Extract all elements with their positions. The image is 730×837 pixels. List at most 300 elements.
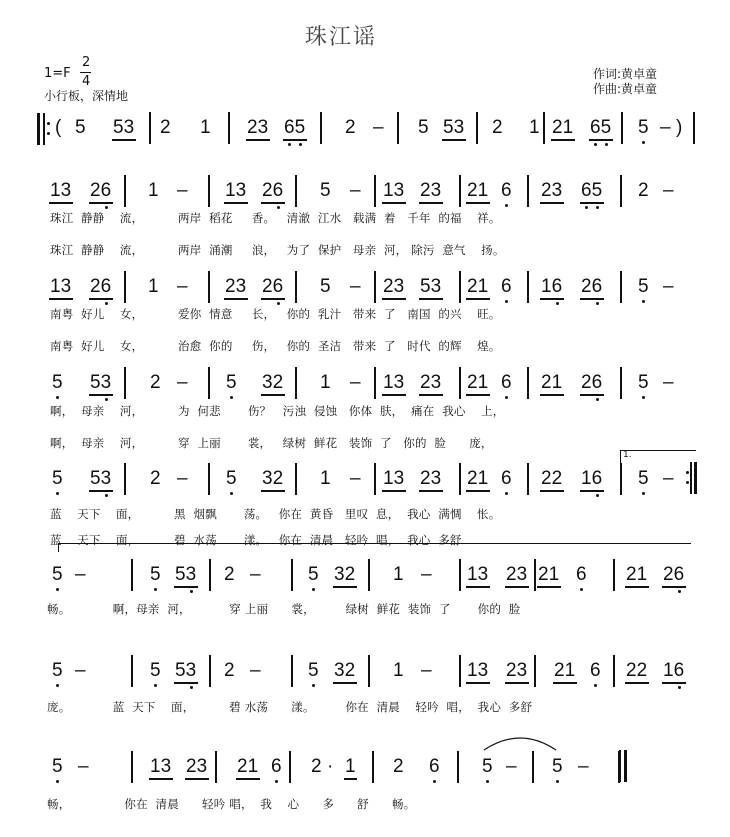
beam-underline: [224, 202, 248, 204]
note: 6: [590, 660, 601, 681]
note: 1: [529, 117, 540, 138]
note: 32: [262, 468, 284, 489]
barline: [124, 463, 126, 495]
low-octave-dot: [678, 686, 681, 689]
barline: [459, 271, 461, 303]
beam-underline: [246, 139, 270, 141]
barline: [693, 112, 695, 144]
barline: [124, 175, 126, 207]
low-octave-dot: [505, 300, 508, 303]
note: 22: [626, 660, 648, 681]
note: 6: [501, 276, 512, 297]
note: 23: [420, 372, 442, 393]
note: 6: [271, 756, 282, 777]
time-signature-denominator: 4: [82, 74, 91, 89]
note: –: [177, 276, 188, 297]
note: 2: [224, 660, 235, 681]
note: 13: [150, 756, 172, 777]
beam-underline: [466, 394, 490, 396]
low-octave-dot: [275, 780, 278, 783]
barline: [295, 271, 297, 303]
low-octave-dot: [605, 143, 608, 146]
beam-underline: [333, 586, 357, 588]
repeat-end-thin-bar: [690, 462, 692, 494]
lyric-line: 啊， 母亲 河， 穿 上丽 裳， 绿树 鲜花 装饰 了 你的 脸 庞，: [50, 436, 493, 450]
barline: [208, 463, 210, 495]
barline: [228, 112, 230, 144]
note: 16: [581, 468, 603, 489]
beam-underline: [466, 682, 490, 684]
low-octave-dot: [299, 143, 302, 146]
note: 6: [501, 372, 512, 393]
note: –: [506, 756, 517, 777]
lyric-line: 蓝 天下 面， 碧 水荡 漾。 你在 清晨 轻吟 唱， 我心 多舒: [50, 533, 462, 547]
note: –: [350, 276, 361, 297]
barline: [374, 175, 376, 207]
note: 5: [482, 756, 493, 777]
barline: [124, 367, 126, 399]
note: 21: [538, 564, 560, 585]
note: 5: [320, 180, 331, 201]
note: 2: [492, 117, 503, 138]
barline: [291, 559, 293, 591]
note: 32: [334, 564, 356, 585]
note: 13: [383, 372, 405, 393]
note: 5: [308, 564, 319, 585]
barline: [374, 271, 376, 303]
note: 5: [150, 660, 161, 681]
note: 65: [581, 180, 603, 201]
beam-underline: [419, 394, 443, 396]
beam-underline: [174, 586, 198, 588]
note: 53: [443, 117, 465, 138]
beam-underline: [540, 202, 564, 204]
note: 5: [52, 468, 63, 489]
note: 5: [638, 468, 649, 489]
barline: [131, 655, 133, 687]
note: 23: [541, 180, 563, 201]
note: 26: [581, 276, 603, 297]
note: –: [177, 372, 188, 393]
low-octave-dot: [433, 780, 436, 783]
lyric-line: 畅。 啊，母亲 河， 穿 上丽 裳， 绿树 鲜花 装饰 了 你的 脸: [47, 602, 521, 616]
low-octave-dot: [154, 684, 157, 687]
beam-underline: [580, 298, 604, 300]
note: 23: [383, 276, 405, 297]
note: 2: [345, 117, 356, 138]
note: –: [250, 564, 261, 585]
note: 1: [148, 180, 159, 201]
low-octave-dot: [678, 590, 681, 593]
note: 26: [90, 276, 112, 297]
note: 5: [552, 756, 563, 777]
note: 23: [420, 180, 442, 201]
note: –: [177, 468, 188, 489]
tie-arc: [480, 730, 560, 754]
note: 1: [200, 117, 211, 138]
beam-underline: [419, 298, 443, 300]
barline: [459, 367, 461, 399]
barline: [532, 751, 534, 783]
note: 23: [420, 468, 442, 489]
note: 5: [638, 117, 649, 138]
note: ): [676, 117, 683, 138]
beam-underline: [261, 298, 285, 300]
barline: [621, 112, 623, 144]
lyric-line: 庞。 蓝 天下 面， 碧 水荡 漾。 你在 清晨 轻吟 唱， 我心 多舒: [47, 700, 533, 714]
note: 26: [581, 372, 603, 393]
barline: [295, 367, 297, 399]
barline: [613, 559, 615, 591]
repeat-dot: [47, 132, 50, 135]
low-octave-dot: [505, 204, 508, 207]
barline: [459, 175, 461, 207]
barline: [320, 112, 322, 144]
beam-underline: [283, 139, 307, 141]
note: 6: [501, 180, 512, 201]
barline: [527, 367, 529, 399]
low-octave-dot: [154, 588, 157, 591]
low-octave-dot: [56, 396, 59, 399]
note: 1: [393, 564, 404, 585]
note: 32: [334, 660, 356, 681]
note: 16: [541, 276, 563, 297]
beam-underline: [419, 202, 443, 204]
beam-underline: [466, 490, 490, 492]
note: 21: [552, 117, 574, 138]
low-octave-dot: [642, 141, 645, 144]
barline: [459, 463, 461, 495]
barline: [620, 463, 622, 495]
barline: [295, 175, 297, 207]
beam-underline: [442, 139, 466, 141]
low-octave-dot: [505, 492, 508, 495]
time-signature-numerator: 2: [82, 55, 91, 70]
note: –: [663, 276, 674, 297]
note: 13: [467, 564, 489, 585]
low-octave-dot: [596, 206, 599, 209]
low-octave-dot: [288, 143, 291, 146]
low-octave-dot: [312, 588, 315, 591]
note: –: [660, 117, 671, 138]
low-octave-dot: [594, 143, 597, 146]
note: 2: [224, 564, 235, 585]
final-thick-bar: [624, 750, 627, 782]
second-ending-bracket: [58, 543, 691, 552]
beam-underline: [382, 202, 406, 204]
beam-underline: [333, 682, 357, 684]
note: 2: [150, 468, 161, 489]
time-signature-line: [80, 72, 91, 73]
low-octave-dot: [596, 398, 599, 401]
low-octave-dot: [190, 686, 193, 689]
low-octave-dot: [56, 684, 59, 687]
low-octave-dot: [642, 396, 645, 399]
repeat-dot: [686, 471, 689, 474]
barline: [534, 655, 536, 687]
note: 21: [467, 276, 489, 297]
note: 1: [345, 756, 356, 777]
low-octave-dot: [105, 398, 108, 401]
note: –: [78, 756, 89, 777]
beam-underline: [540, 490, 564, 492]
note: 5: [418, 117, 429, 138]
low-octave-dot: [642, 492, 645, 495]
lyric-line: 珠江 静静 流， 两岸 涌潮 浪， 为了 保护 母亲 河， 除污 意气 扬。: [50, 243, 505, 257]
note: 13: [50, 180, 72, 201]
barline: [620, 367, 622, 399]
beam-underline: [49, 202, 73, 204]
barline: [543, 112, 545, 144]
repeat-dot: [47, 122, 50, 125]
lyric-line: 南粤 好儿 女， 治愈 你的 伤， 你的 圣洁 带来 了 时代 的辉 煌。: [50, 339, 501, 353]
beam-underline: [261, 394, 285, 396]
barline: [527, 463, 529, 495]
note: 5: [52, 756, 63, 777]
barline: [527, 175, 529, 207]
note: 5: [52, 660, 63, 681]
beam-underline: [580, 202, 604, 204]
beam-underline: [466, 586, 490, 588]
composer-credit: 作曲:黄卓童: [593, 82, 658, 96]
note: 5: [638, 276, 649, 297]
barline: [208, 175, 210, 207]
beam-underline: [261, 202, 285, 204]
repeat-end-thick-bar: [694, 462, 697, 494]
beam-underline: [662, 586, 686, 588]
note: 26: [262, 180, 284, 201]
note: 26: [663, 564, 685, 585]
note: ·: [327, 756, 334, 777]
note: 1: [320, 468, 331, 489]
beam-underline: [382, 394, 406, 396]
low-octave-dot: [642, 300, 645, 303]
barline: [457, 751, 459, 783]
low-octave-dot: [486, 780, 489, 783]
note: 2: [150, 372, 161, 393]
beam-underline: [540, 298, 564, 300]
barline: [289, 751, 291, 783]
key-signature: 1=F: [44, 66, 71, 81]
beam-underline: [505, 682, 529, 684]
beam-underline: [89, 202, 113, 204]
low-octave-dot: [312, 684, 315, 687]
note: 1: [148, 276, 159, 297]
beam-underline: [149, 778, 173, 780]
beam-underline: [382, 490, 406, 492]
barline: [374, 463, 376, 495]
note: 5: [75, 117, 86, 138]
barline: [208, 367, 210, 399]
barline: [374, 367, 376, 399]
low-octave-dot: [105, 302, 108, 305]
beam-underline: [174, 682, 198, 684]
barline: [215, 751, 217, 783]
low-octave-dot: [230, 396, 233, 399]
note: 2: [393, 756, 404, 777]
lyric-line: 珠江 静静 流， 两岸 稻花 香。 清澈 江水 载满 着 千年 的福 祥。: [50, 211, 501, 225]
lyricist-credit: 作词:黄卓童: [593, 67, 658, 81]
note: 5: [52, 564, 63, 585]
note: 21: [467, 180, 489, 201]
barline: [397, 112, 399, 144]
barline: [620, 271, 622, 303]
beam-underline: [589, 139, 613, 141]
low-octave-dot: [596, 302, 599, 305]
note: 26: [262, 276, 284, 297]
barline: [620, 175, 622, 207]
note: 23: [506, 660, 528, 681]
note: –: [75, 564, 86, 585]
beam-underline: [505, 586, 529, 588]
barline: [131, 559, 133, 591]
low-octave-dot: [56, 780, 59, 783]
note: 53: [113, 117, 135, 138]
beam-underline: [112, 139, 136, 141]
beam-underline: [551, 139, 575, 141]
repeat-dot: [686, 481, 689, 484]
beam-underline: [224, 298, 248, 300]
beam-underline: [540, 394, 564, 396]
note: 65: [284, 117, 306, 138]
note: 5: [150, 564, 161, 585]
note: –: [421, 660, 432, 681]
barline: [209, 559, 211, 591]
note: 16: [663, 660, 685, 681]
note: 23: [186, 756, 208, 777]
note: 13: [50, 276, 72, 297]
repeat-start-thick-bar: [37, 113, 40, 145]
note: 53: [90, 372, 112, 393]
low-octave-dot: [56, 588, 59, 591]
note: 2: [638, 180, 649, 201]
note: 13: [383, 180, 405, 201]
beam-underline: [580, 394, 604, 396]
barline: [368, 559, 370, 591]
note: 6: [576, 564, 587, 585]
barline: [372, 751, 374, 783]
low-octave-dot: [277, 206, 280, 209]
beam-underline: [466, 298, 490, 300]
note: –: [373, 117, 384, 138]
low-octave-dot: [580, 588, 583, 591]
note: 53: [175, 564, 197, 585]
beam-underline: [625, 682, 649, 684]
low-octave-dot: [585, 206, 588, 209]
note: 21: [626, 564, 648, 585]
beam-underline: [236, 778, 260, 780]
note: 53: [175, 660, 197, 681]
barline: [295, 463, 297, 495]
note: 21: [237, 756, 259, 777]
barline: [209, 655, 211, 687]
beam-underline: [662, 682, 686, 684]
lyric-line: 南粤 好儿 女， 爱你 情意 长， 你的 乳汁 带来 了 南国 的兴 旺。: [50, 307, 501, 321]
beam-underline: [344, 778, 357, 780]
low-octave-dot: [556, 302, 559, 305]
barline: [459, 655, 461, 687]
note: –: [250, 660, 261, 681]
barline: [149, 112, 151, 144]
low-octave-dot: [190, 590, 193, 593]
note: 23: [506, 564, 528, 585]
note: 53: [420, 276, 442, 297]
note: 23: [225, 276, 247, 297]
lyric-line: 啊， 母亲 河， 为 何悲 伤？ 污浊 侵蚀 你体 肤， 痛在 我心 上，: [50, 404, 505, 418]
note: 53: [90, 468, 112, 489]
beam-underline: [261, 490, 285, 492]
note: 1: [393, 660, 404, 681]
note: 22: [541, 468, 563, 489]
lyric-line: 畅， 你在 清晨 轻吟 唱， 我 心 多 舒 畅。: [47, 797, 416, 811]
barline: [131, 751, 133, 783]
beam-underline: [580, 490, 604, 492]
low-octave-dot: [277, 302, 280, 305]
beam-underline: [49, 298, 73, 300]
barline: [613, 655, 615, 687]
beam-underline: [419, 490, 443, 492]
beam-underline: [625, 586, 649, 588]
beam-underline: [466, 202, 490, 204]
repeat-start-thin-bar: [43, 113, 45, 145]
note: 13: [383, 468, 405, 489]
beam-underline: [537, 586, 561, 588]
note: (: [55, 117, 62, 138]
beam-underline: [553, 682, 577, 684]
note: 23: [247, 117, 269, 138]
note: 6: [429, 756, 440, 777]
low-octave-dot: [56, 492, 59, 495]
song-title: 珠江谣: [305, 25, 378, 50]
note: –: [421, 564, 432, 585]
low-octave-dot: [105, 494, 108, 497]
barline: [618, 751, 620, 783]
note: 2: [160, 117, 171, 138]
barline: [534, 559, 536, 591]
note: –: [663, 372, 674, 393]
note: –: [350, 468, 361, 489]
low-octave-dot: [556, 780, 559, 783]
beam-underline: [185, 778, 209, 780]
note: 5: [52, 372, 63, 393]
volta-label: 1.: [623, 450, 632, 460]
low-octave-dot: [505, 396, 508, 399]
note: 5: [226, 372, 237, 393]
barline: [459, 559, 461, 591]
barline: [124, 271, 126, 303]
barline: [527, 271, 529, 303]
beam-underline: [89, 394, 113, 396]
note: –: [350, 372, 361, 393]
note: 13: [225, 180, 247, 201]
note: 21: [541, 372, 563, 393]
low-octave-dot: [105, 206, 108, 209]
note: 6: [501, 468, 512, 489]
note: 5: [320, 276, 331, 297]
tempo-marking: 小行板，深情地: [44, 89, 129, 103]
beam-underline: [89, 298, 113, 300]
note: 21: [554, 660, 576, 681]
note: –: [663, 180, 674, 201]
barline: [476, 112, 478, 144]
barline: [368, 655, 370, 687]
note: 21: [467, 372, 489, 393]
note: 5: [226, 468, 237, 489]
note: 26: [90, 180, 112, 201]
low-octave-dot: [594, 684, 597, 687]
low-octave-dot: [596, 494, 599, 497]
note: 5: [308, 660, 319, 681]
